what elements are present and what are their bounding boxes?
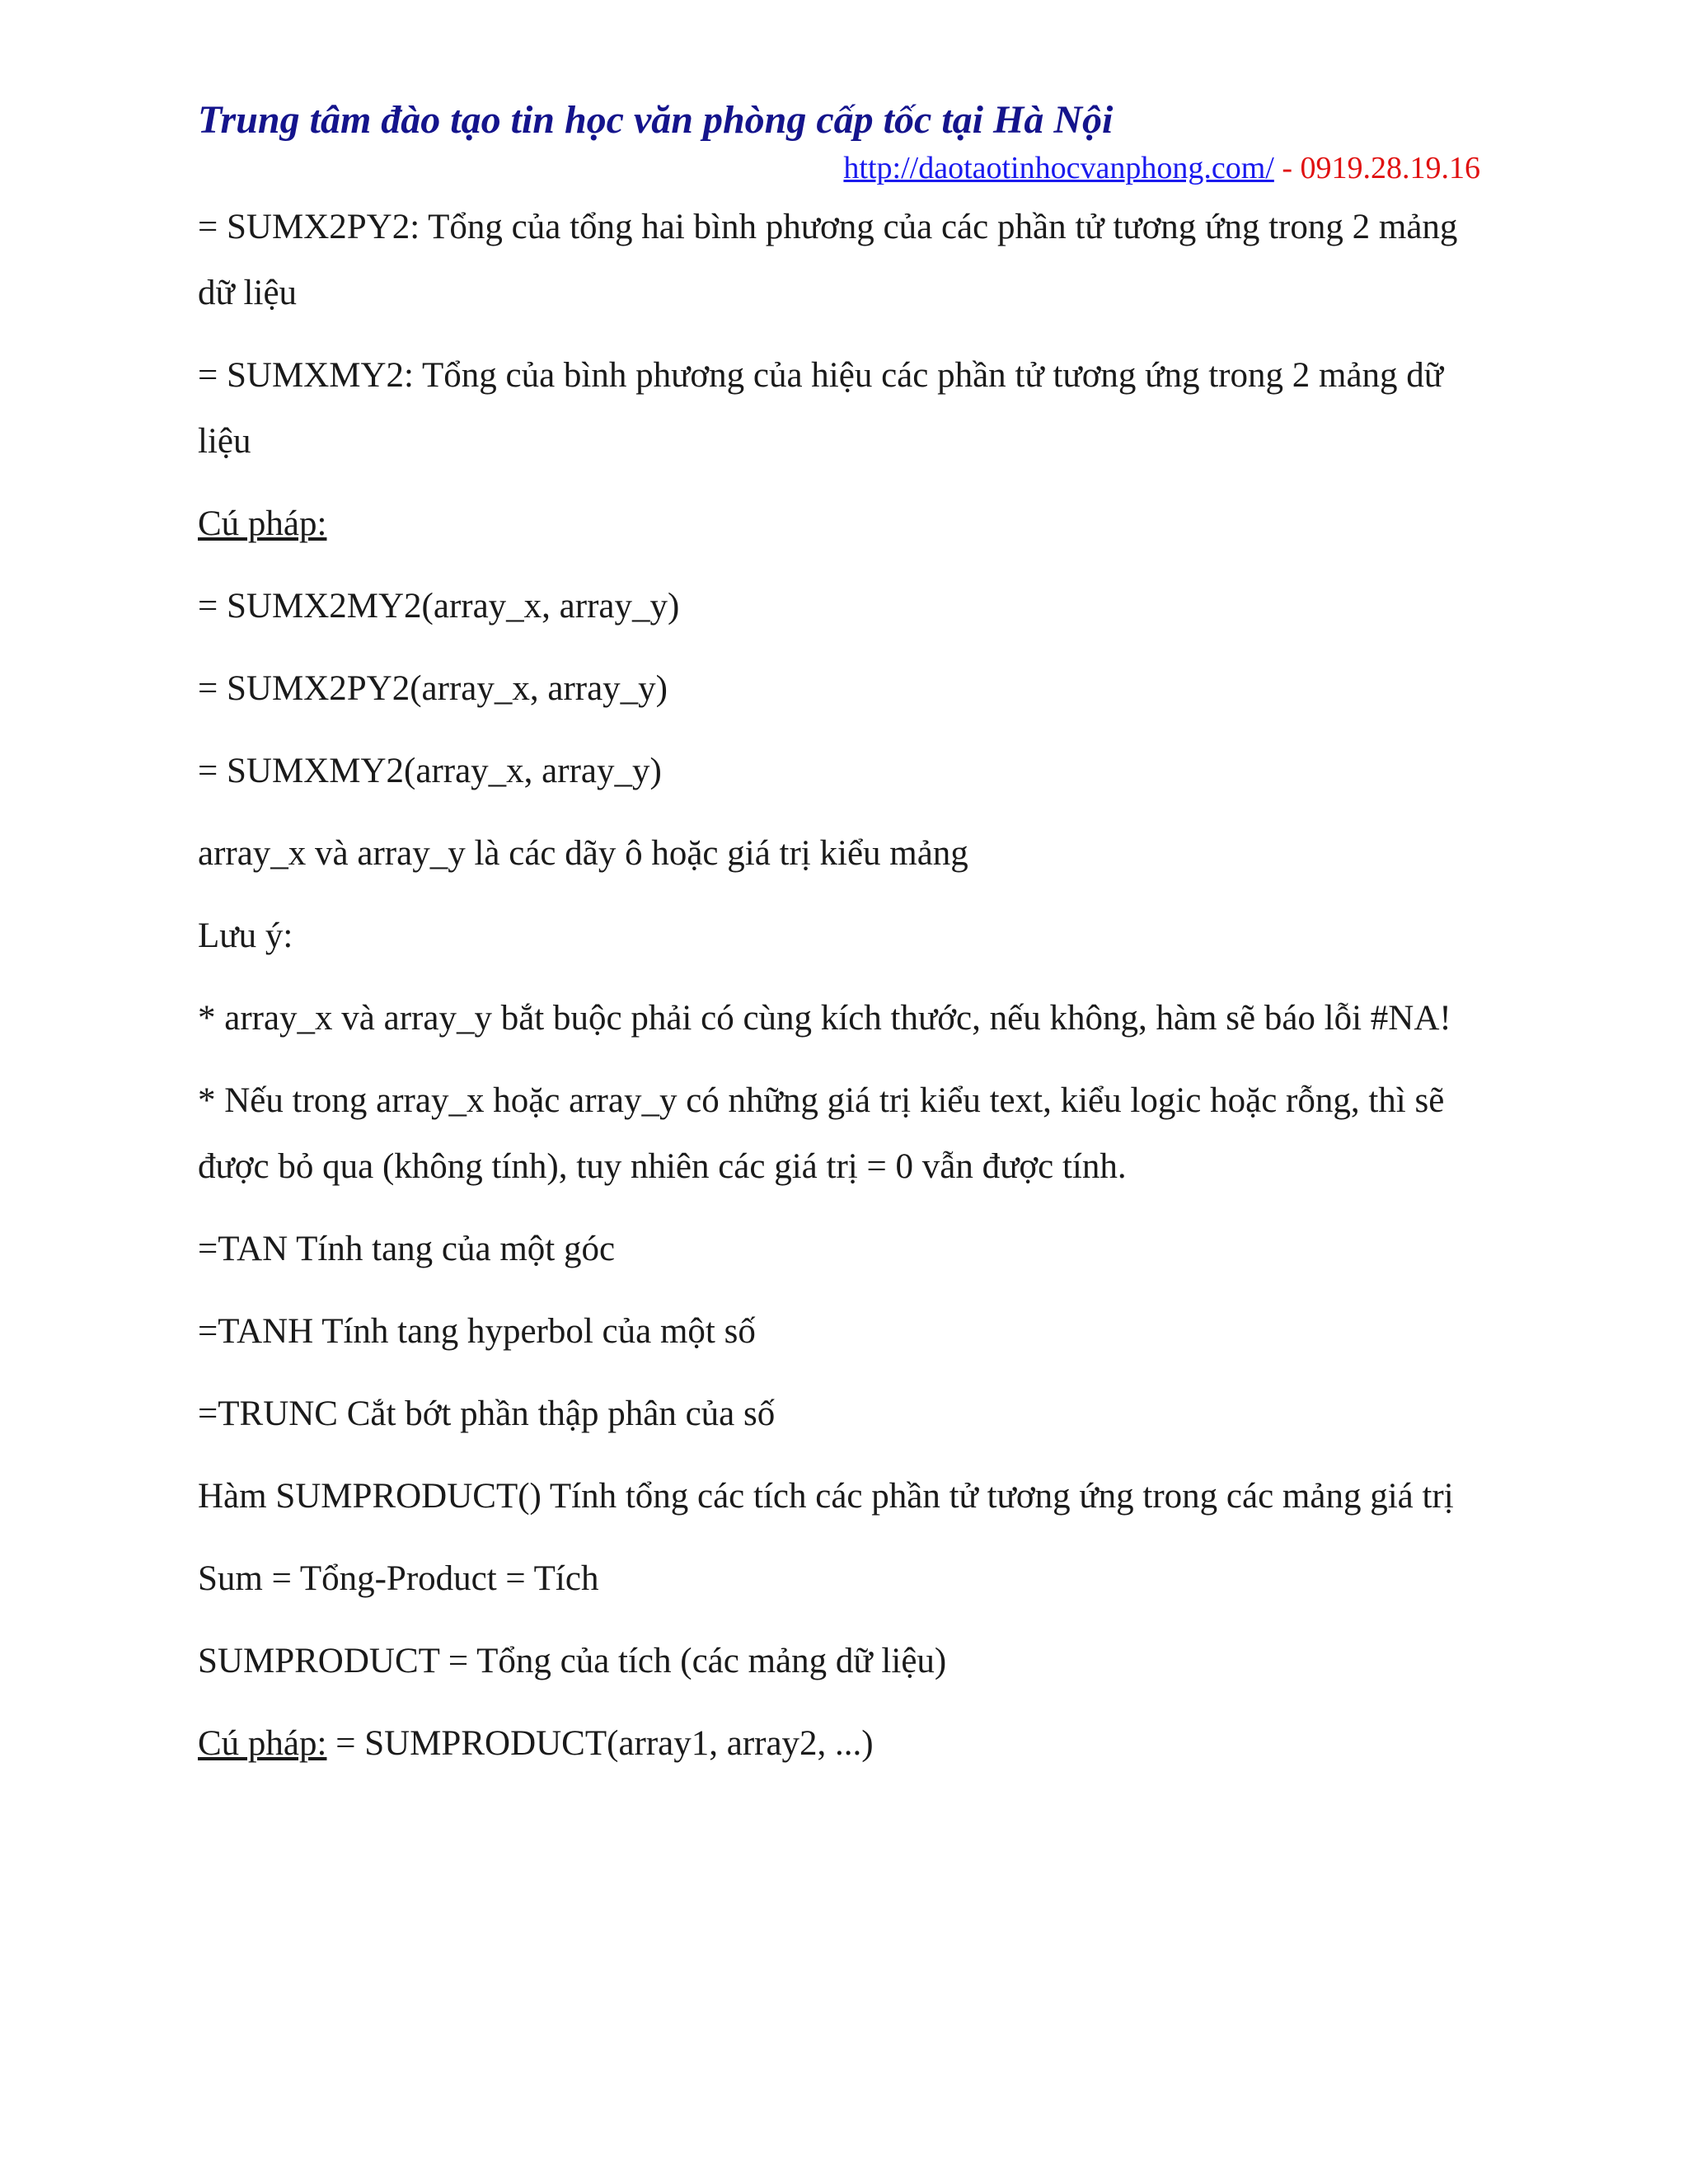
header-title: Trung tâm đào tạo tin học văn phòng cấp tốc tại Hà Nội: [198, 98, 1114, 142]
function-tan: =TAN Tính tang của một góc: [198, 1230, 616, 1268]
document-body: [198, 194, 1500, 1793]
paragraph-sumx2py2: = SUMX2PY2: Tổng của tổng hai bình phương của các phần tử tương ứng trong 2 mảng dữ liệu: [198, 208, 1458, 312]
syntax-label-2: Cú pháp:: [198, 1724, 327, 1763]
sumproduct-definition: SUMPRODUCT = Tổng của tích (các mảng dữ liệu): [198, 1642, 947, 1680]
syntax-sumxmy2: = SUMXMY2(array_x, array_y): [198, 752, 662, 790]
syntax-label: Cú pháp:: [198, 504, 327, 543]
sumproduct-syntax: = SUMPRODUCT(array1, array2, ...): [326, 1724, 874, 1763]
website-link[interactable]: http://daotaotinhocvanphong.com/: [843, 151, 1274, 185]
sumproduct-description: Hàm SUMPRODUCT() Tính tổng các tích các phần tử tương ứng trong các mảng giá trị: [198, 1477, 1454, 1516]
note-ignored-values: * Nếu trong array_x hoặc array_y có những giá trị kiểu text, kiểu logic hoặc rỗng, thì sẽ được bỏ qua (không tính), tuy nhiên các giá trị = 0 vẫn được tính.: [198, 1081, 1445, 1186]
sum-product-meaning: Sum = Tổng-Product = Tích: [198, 1559, 599, 1598]
paragraph-sumxmy2: = SUMXMY2: Tổng của bình phương của hiệu các phần tử tương ứng trong 2 mảng dữ liệu: [198, 356, 1444, 461]
arguments-description: array_x và array_y là các dãy ô hoặc giá trị kiểu mảng: [198, 834, 968, 873]
header-contact: [843, 150, 1480, 186]
sumproduct-syntax-line: [198, 1711, 1500, 1777]
header-separator: -: [1273, 151, 1301, 185]
note-label: Lưu ý:: [198, 916, 293, 955]
phone-number: 0919.28.19.16: [1300, 151, 1480, 185]
function-tanh: =TANH Tính tang hyperbol của một số: [198, 1312, 756, 1351]
syntax-sumx2py2: = SUMX2PY2(array_x, array_y): [198, 669, 668, 708]
function-trunc: =TRUNC Cắt bớt phần thập phân của số: [198, 1394, 776, 1433]
note-size: * array_x và array_y bắt buộc phải có cùng kích thước, nếu không, hàm sẽ báo lỗi #NA!: [198, 999, 1451, 1038]
syntax-sumx2my2: = SUMX2MY2(array_x, array_y): [198, 587, 680, 626]
